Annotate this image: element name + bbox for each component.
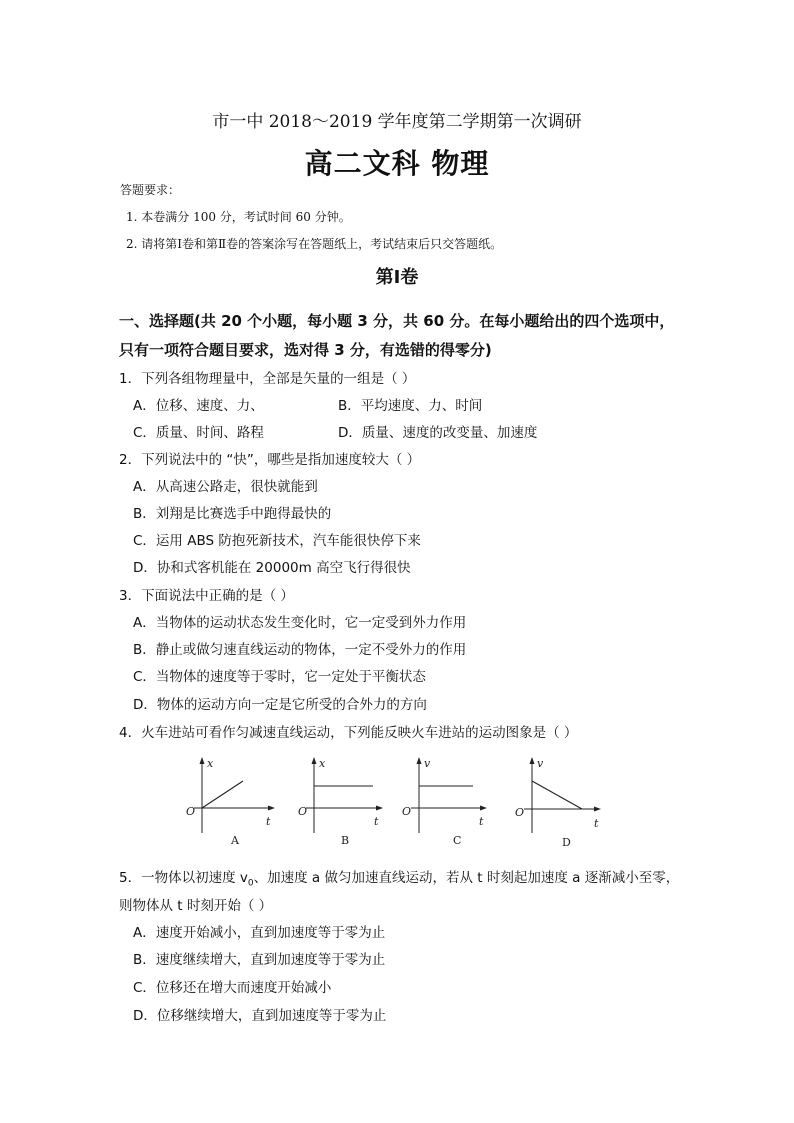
graph-c-x-arrow	[480, 806, 487, 811]
question-2-option-b: B．刘翔是比赛选手中跑得最快的	[133, 506, 332, 522]
graph-a-caption: A	[231, 834, 239, 847]
graph-a-svg	[180, 755, 280, 850]
question-3-option-a: A．当物体的运动状态发生变化时，它一定受到外力作用	[133, 615, 467, 631]
exam-title: 高二文科 物理	[304, 147, 490, 180]
graph-b-x-arrow	[376, 806, 383, 811]
graph-a-x-label: t	[266, 815, 271, 828]
graph-c-x-label: t	[479, 815, 484, 828]
question-1-option-d: D．质量、速度的改变量、加速度	[338, 425, 538, 441]
graph-d-svg	[510, 755, 610, 850]
graph-b-svg	[292, 755, 392, 850]
question-1-option-a: A．位移、速度、力、	[133, 398, 264, 414]
section-heading-line-1: 一、选择题(共 20 个小题，每小题 3 分，共 60 分。在每小题给出的四个选项中，	[119, 312, 675, 330]
graph-d-y-arrow	[530, 757, 535, 764]
question-5-option-a: A．速度开始减小，直到加速度等于零为止	[133, 925, 386, 941]
graph-a-y-arrow	[200, 757, 205, 764]
graph-c-y-label: v	[424, 757, 431, 770]
graph-d-caption: D	[562, 836, 571, 849]
question-3-option-c: C．当物体的速度等于零时，它一定处于平衡状态	[133, 669, 426, 685]
question-2-stem: 2．下列说法中的 “快”，哪些是指加速度较大（ ）	[119, 452, 421, 468]
graph-d-line	[532, 781, 582, 809]
graph-c-caption: C	[453, 834, 462, 847]
graph-d-origin: O	[515, 806, 525, 819]
graph-b	[292, 755, 392, 854]
volume-title: 第Ⅰ卷	[375, 267, 419, 288]
question-5-stem-part-a: 5．一物体以初速度 v	[119, 870, 248, 886]
exam-school-line: 市一中 2018～2019 学年度第二学期第一次调研	[212, 112, 582, 132]
question-5-stem-line-1	[119, 866, 679, 889]
question-5-stem-line-2: 则物体从 t 时刻开始（ ）	[119, 898, 273, 914]
graph-d	[510, 755, 610, 854]
requirement-item-1: 1. 本卷满分 100 分，考试时间 60 分钟。	[126, 210, 351, 224]
question-1-stem: 1．下列各组物理量中，全部是矢量的一组是（ ）	[119, 371, 416, 387]
question-3-stem: 3．下面说法中正确的是（ ）	[119, 588, 294, 604]
section-heading-line-2: 只有一项符合题目要求，选对得 3 分，有选错的得零分)	[119, 341, 492, 359]
graph-d-x-arrow	[594, 807, 601, 812]
question-5-option-b: B．速度继续增大，直到加速度等于零为止	[133, 952, 386, 968]
graph-c	[397, 755, 497, 854]
question-1-option-b: B．平均速度、力、时间	[338, 398, 483, 414]
graph-b-y-label: x	[319, 757, 326, 770]
question-5-option-d: D．位移继续增大，直到加速度等于零为止	[133, 1008, 387, 1024]
graph-d-y-label: v	[537, 757, 544, 770]
graph-b-x-label: t	[374, 815, 379, 828]
graph-c-svg	[397, 755, 497, 850]
graph-c-y-arrow	[417, 757, 422, 764]
graph-b-origin: O	[298, 805, 308, 818]
question-1-option-c: C．质量、时间、路程	[133, 425, 264, 441]
graph-c-origin: O	[402, 805, 412, 818]
question-2-option-d: D．协和式客机能在 20000m 高空飞行得很快	[133, 560, 411, 576]
graph-d-x-label: t	[594, 817, 599, 830]
question-5-stem-part-b: 、加速度 a 做匀加速直线运动，若从 t 时刻起加速度 a 逐渐减小至零，	[253, 870, 680, 886]
question-4-stem: 4．火车进站可看作匀减速直线运动，下列能反映火车进站的运动图象是（ ）	[119, 725, 578, 741]
question-5-subscript: 0	[247, 878, 254, 889]
graph-b-caption: B	[341, 834, 350, 847]
graph-a	[180, 755, 280, 854]
requirements-heading: 答题要求：	[120, 183, 181, 197]
requirement-item-2: 2. 请将第Ⅰ卷和第Ⅱ卷的答案涂写在答题纸上，考试结束后只交答题纸。	[126, 237, 503, 251]
question-2-option-a: A．从高速公路走，很快就能到	[133, 479, 318, 495]
graph-b-y-arrow	[312, 757, 317, 764]
question-2-option-c: C．运用 ABS 防抱死新技术，汽车能很快停下来	[133, 533, 421, 549]
graph-a-y-label: x	[207, 757, 214, 770]
question-3-option-b: B．静止或做匀速直线运动的物体，一定不受外力的作用	[133, 642, 467, 658]
graph-a-origin: O	[186, 805, 196, 818]
question-5-option-c: C．位移还在增大而速度开始减小	[133, 980, 332, 996]
graph-a-x-arrow	[268, 806, 275, 811]
question-3-option-d: D．物体的运动方向一定是它所受的合外力的方向	[133, 697, 427, 713]
graph-a-line	[202, 781, 243, 808]
